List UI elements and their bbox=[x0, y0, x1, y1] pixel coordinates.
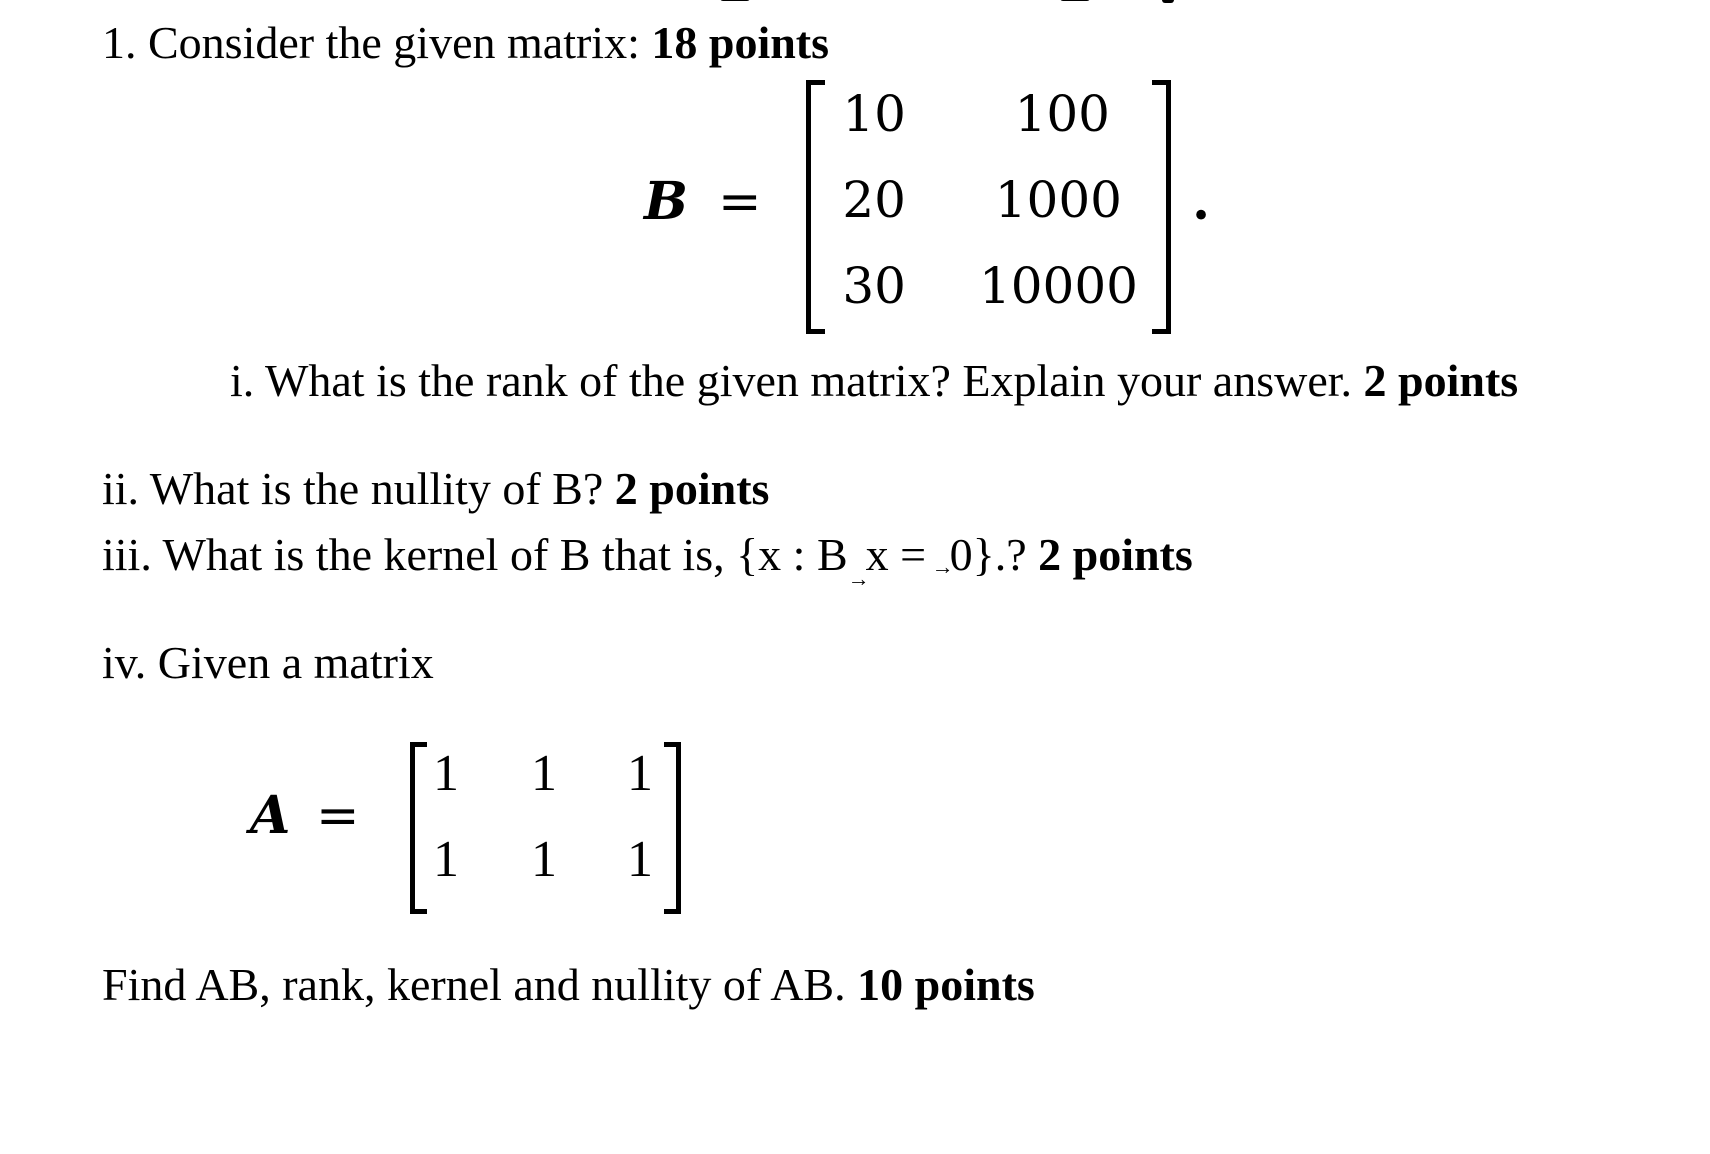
part-iii-text-mid: x = bbox=[865, 529, 938, 580]
part-ii-text: What is the nullity of B? bbox=[149, 463, 604, 514]
matrix-a-name: A bbox=[250, 785, 291, 846]
part-iii-text-after: 0}.? bbox=[949, 529, 1027, 580]
matrix-b-right-bracket bbox=[1152, 80, 1171, 334]
part-i-text: What is the rank of the given matrix? Explain your answer. bbox=[264, 355, 1353, 406]
matrix-a-cell: 1 bbox=[531, 745, 557, 802]
matrix-a-left-bracket bbox=[410, 742, 427, 914]
part-iii-points: 2 points bbox=[1038, 529, 1193, 580]
matrix-b-cell: 10 bbox=[842, 85, 906, 143]
part-iv-text: Given a matrix bbox=[157, 637, 434, 688]
matrix-b-cell: 30 bbox=[842, 257, 906, 315]
matrix-a-right-bracket bbox=[664, 742, 681, 914]
part-iv-label: iv. bbox=[102, 637, 147, 688]
matrix-b-equals: = bbox=[718, 172, 762, 232]
cropped-glyph bbox=[1162, 0, 1174, 3]
question-heading bbox=[102, 16, 829, 70]
matrix-a-cell: 1 bbox=[627, 831, 653, 888]
matrix-b-name: B bbox=[644, 171, 688, 232]
part-ii bbox=[102, 462, 769, 516]
final-points: 10 points bbox=[857, 959, 1035, 1010]
part-iii: iii. What is the kernel of B that is, {x : B → x = → 0}.? 2 points bbox=[102, 529, 1193, 591]
question-intro: Consider the given matrix: bbox=[148, 17, 640, 68]
part-iv bbox=[102, 636, 434, 690]
part-ii-points: 2 points bbox=[614, 463, 770, 514]
part-i-label: i. bbox=[230, 355, 255, 406]
matrix-a-cell: 1 bbox=[627, 745, 653, 802]
cropped-glyph bbox=[1060, 0, 1090, 1]
matrix-a-equals: = bbox=[316, 786, 360, 846]
matrix-b-cell: 100 bbox=[1014, 85, 1110, 143]
part-i bbox=[230, 354, 1518, 408]
matrix-b-trailing-period: . bbox=[1192, 171, 1211, 232]
matrix-b-cell: 1000 bbox=[994, 171, 1122, 229]
part-i-points: 2 points bbox=[1363, 355, 1519, 406]
part-iii-label: iii. bbox=[102, 529, 152, 580]
cropped-heading-fragment bbox=[0, 0, 1710, 6]
part-ii-label: ii. bbox=[102, 463, 140, 514]
matrix-b-left-bracket bbox=[806, 80, 825, 334]
matrix-a-cell: 1 bbox=[531, 831, 557, 888]
matrix-a-cell: 1 bbox=[433, 831, 459, 888]
final-instruction bbox=[102, 958, 1035, 1012]
matrix-b-cell: 10000 bbox=[978, 257, 1138, 315]
cropped-glyph bbox=[720, 0, 750, 1]
matrix-a-cell: 1 bbox=[433, 745, 459, 802]
final-text: Find AB, rank, kernel and nullity of AB. bbox=[102, 959, 846, 1010]
part-iii-text-before: What is the kernel of B that is, {x : B bbox=[162, 529, 848, 580]
question-number: 1. bbox=[102, 17, 137, 68]
matrix-b-cell: 20 bbox=[842, 171, 906, 229]
question-points: 18 points bbox=[651, 17, 830, 68]
